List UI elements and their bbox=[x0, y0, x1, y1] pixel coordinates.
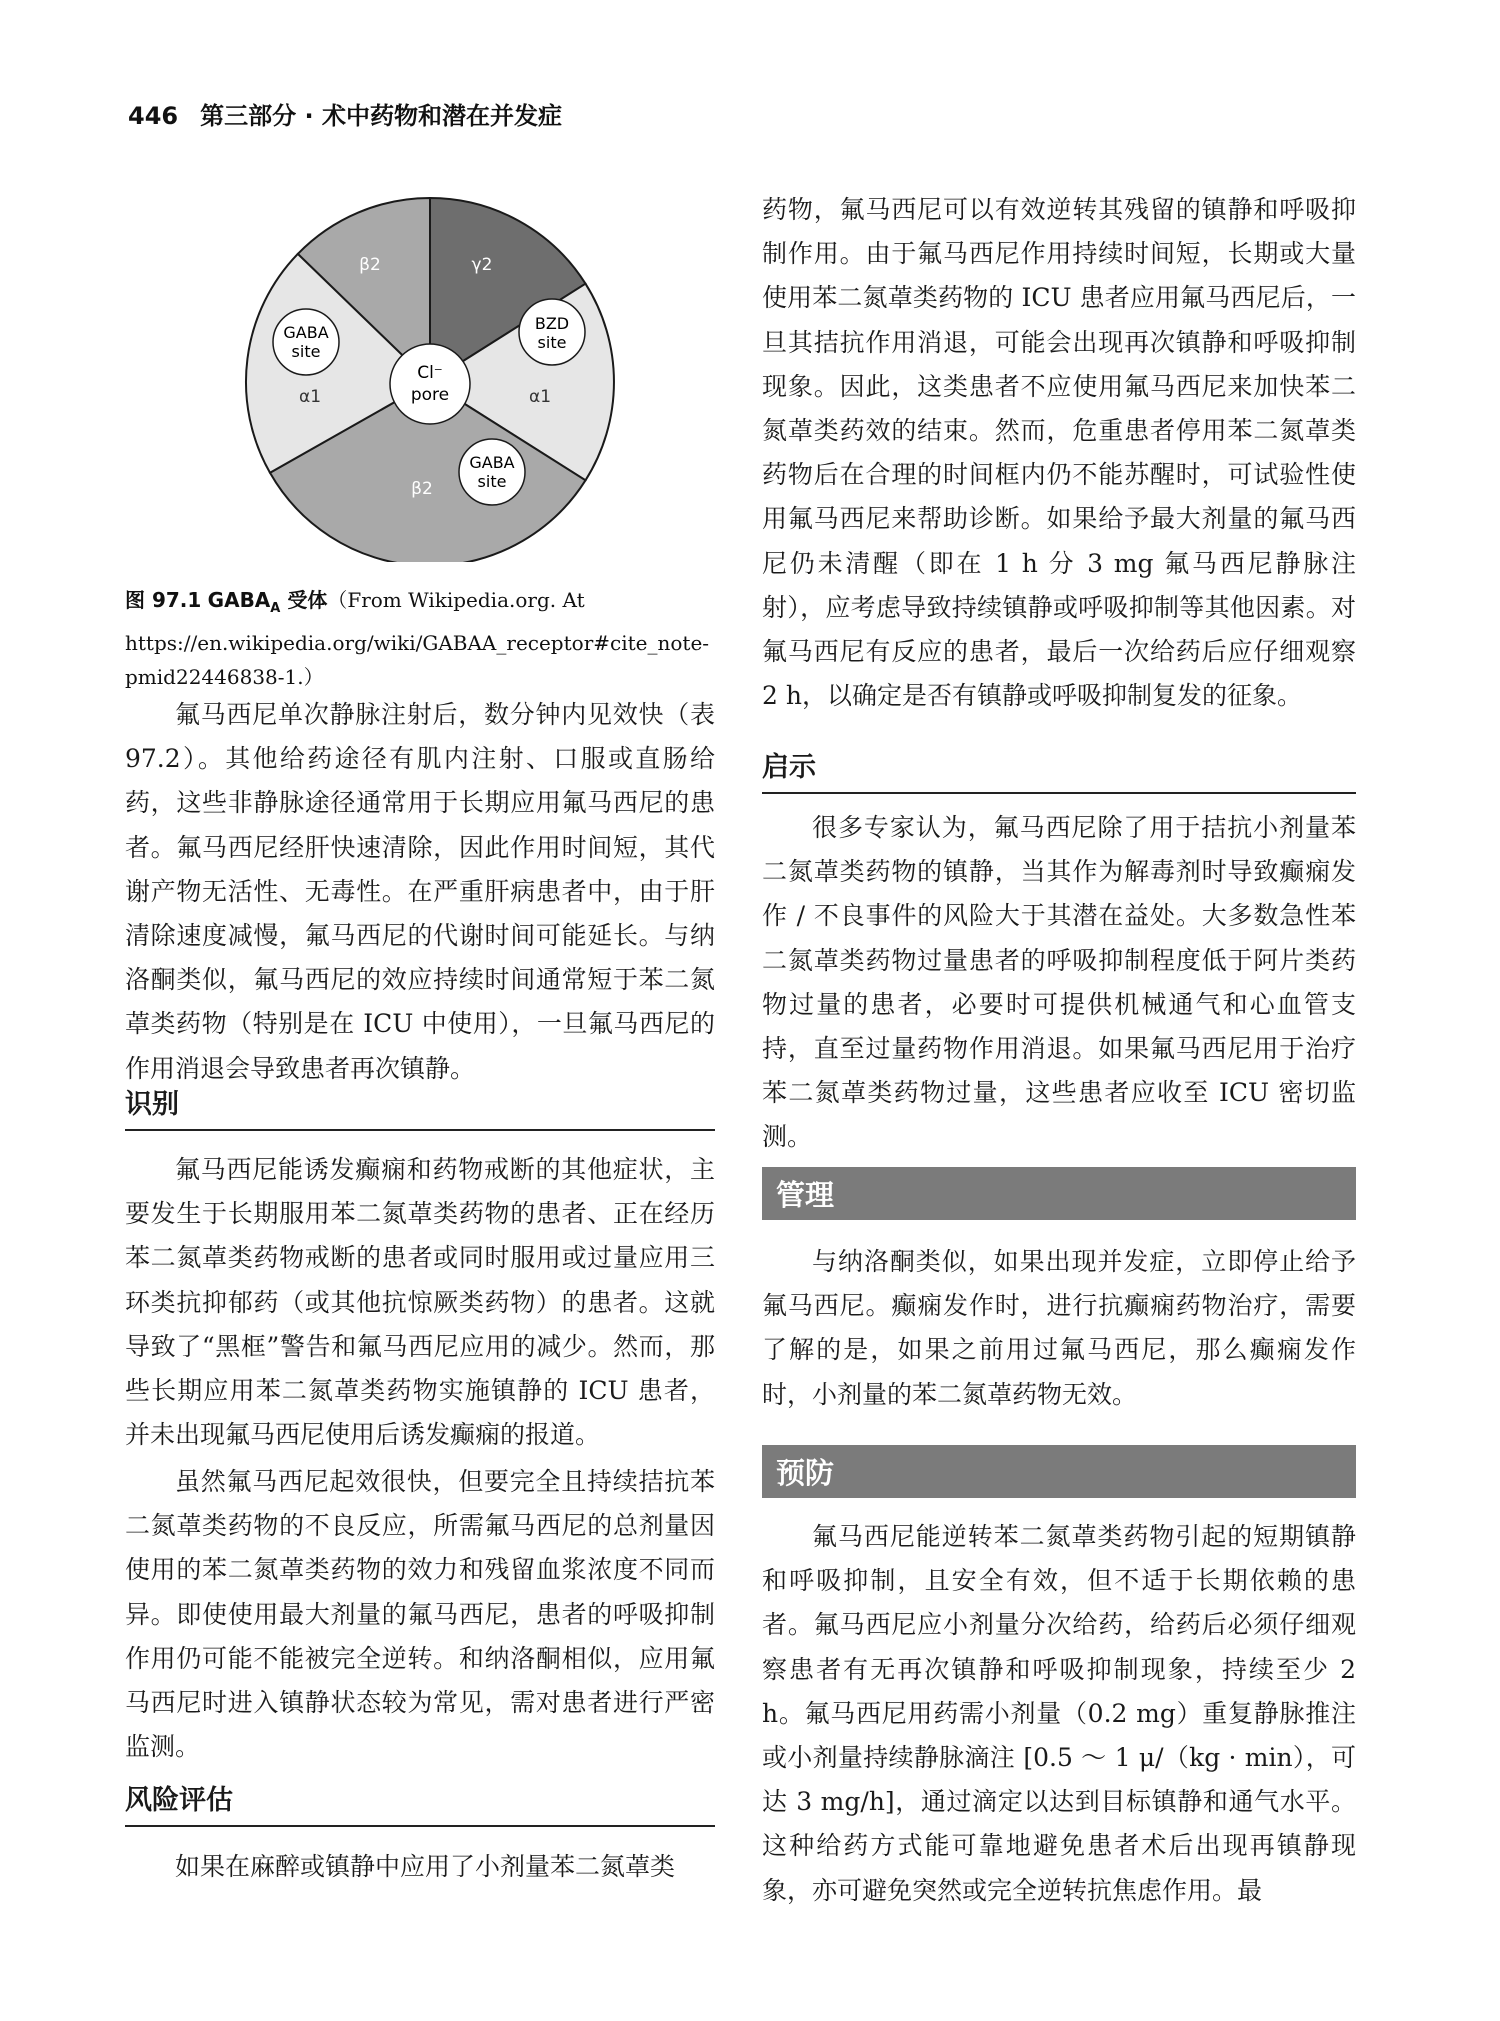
figure-title: $GABA_A$ 受体 bbox=[207, 588, 328, 616]
heading-management: 管理 bbox=[762, 1167, 1356, 1220]
label-alpha1-right: α1 bbox=[528, 387, 552, 407]
label-beta2-top: β2 bbox=[359, 255, 381, 275]
gaba-site-left-line2: site bbox=[291, 342, 321, 361]
right-paragraph-4: 氟马西尼能逆转苯二氮䓬类药物引起的短期镇静和呼吸抑制，且安全有效，但不适于长期依赖的患者。氟马西尼应小剂量分次给药，给药后必须仔细观察患者有无再次镇静和呼吸抑制现象，持续至少 2 h。氟马西尼用药需小剂量（0.2 mg）重复静脉推注或小剂量持续静脉滴注 [0.5 ～ 1 μ/（kg · min），可达 3 mg/h]，通过滴定以达到目标镇静和通气水平。这种给药方式能可靠地避免患者术后出现再镇静现象，亦可避免突然或完全逆转抗焦虑作用。最 bbox=[762, 1522, 1356, 1905]
label-gamma2: γ2 bbox=[471, 255, 493, 275]
gaba-site-bottom-line2: site bbox=[477, 472, 507, 491]
heading-risk-assessment: 风险评估 bbox=[125, 1778, 715, 1827]
left-paragraph-2: 氟马西尼能诱发癫痫和药物戒断的其他症状，主要发生于长期服用苯二氮䓬类药物的患者、正在经历苯二氮䓬类药物戒断的患者或同时服用或过量应用三环类抗抑郁药（或其他抗惊厥类药物）的患者。这就导致了“黑框”警告和氟马西尼应用的减少。然而，那些长期应用苯二氮䓬类药物实施镇静的 ICU 患者，并未出现氟马西尼使用后诱发癫痫的报道。 bbox=[125, 1155, 715, 1450]
left-paragraph-1: 氟马西尼单次静脉注射后，数分钟内见效快（表 97.2）。其他给药途径有肌内注射、口服或直肠给药，这些非静脉途径通常用于长期应用氟马西尼的患者。氟马西尼经肝快速清除，因此作用时间短，其代谢产物无活性、无毒性。在严重肝病患者中，由于肝清除速度减慢，氟马西尼的代谢时间可能延长。与纳洛酮类似，氟马西尼的效应持续时间通常短于苯二氮䓬类药物（特别是在 ICU 中使用），一旦氟马西尼的作用消退会导致患者再次镇静。 bbox=[125, 700, 715, 1083]
left-paragraph-4: 如果在麻醉或镇静中应用了小剂量苯二氮䓬类 bbox=[175, 1852, 676, 1881]
figure-caption bbox=[125, 583, 715, 694]
page-number: 446 bbox=[128, 102, 179, 130]
heading-insight: 启示 bbox=[762, 745, 1356, 794]
chloride-pore-line1: Cl⁻ bbox=[417, 363, 443, 383]
chloride-pore bbox=[390, 344, 470, 424]
bzd-site-line1: BZD bbox=[534, 314, 570, 333]
right-paragraph-3: 与纳洛酮类似，如果出现并发症，立即停止给予氟马西尼。癫痫发作时，进行抗癫痫药物治疗，需要了解的是，如果之前用过氟马西尼，那么癫痫发作时，小剂量的苯二氮䓬药物无效。 bbox=[762, 1247, 1356, 1409]
left-paragraph-3: 虽然氟马西尼起效很快，但要完全且持续拮抗苯二氮䓬类药物的不良反应，所需氟马西尼的总剂量因使用的苯二氮䓬类药物的效力和残留血浆浓度不同而异。即使使用最大剂量的氟马西尼，患者的呼吸抑制作用仍可能不能被完全逆转。和纳洛酮相似，应用氟马西尼时进入镇静状态较为常见，需对患者进行严密监测。 bbox=[125, 1467, 715, 1762]
label-beta2-bottom: β2 bbox=[411, 479, 433, 499]
figure-source: （From Wikipedia.org. At https://en.wikipedia.org/wiki/GABAA_receptor#cite_note-pmid22446838-1.） bbox=[125, 588, 710, 689]
heading-identify: 识别 bbox=[125, 1082, 715, 1131]
label-alpha1-left: α1 bbox=[298, 387, 322, 407]
gaba-site-bottom-line1: GABA bbox=[469, 453, 515, 472]
running-header bbox=[128, 96, 562, 131]
figure-label: 图 97.1 bbox=[125, 588, 202, 612]
header-separator: · bbox=[304, 102, 314, 130]
right-paragraph-1: 药物，氟马西尼可以有效逆转其残留的镇静和呼吸抑制作用。由于氟马西尼作用持续时间短，长期或大量使用苯二氮䓬类药物的 ICU 患者应用氟马西尼后，一旦其拮抗作用消退，可能会出现再次镇静和呼吸抑制现象。因此，这类患者不应使用氟马西尼来加快苯二氮䓬类药效的结束。然而，危重患者停用苯二氮䓬类药物后在合理的时间框内仍不能苏醒时，可试验性使用氟马西尼来帮助诊断。如果给予最大剂量的氟马西尼仍未清醒（即在 1 h 分 3 mg 氟马西尼静脉注射），应考虑导致持续镇静或呼吸抑制等其他因素。对氟马西尼有反应的患者，最后一次给药后应仔细观察 2 h，以确定是否有镇静或呼吸抑制复发的征象。 bbox=[762, 195, 1356, 711]
gaba-site-left-line1: GABA bbox=[283, 323, 329, 342]
section-title: 术中药物和潜在并发症 bbox=[321, 102, 562, 130]
bzd-site-line2: site bbox=[537, 333, 567, 352]
right-paragraph-2: 很多专家认为，氟马西尼除了用于拮抗小剂量苯二氮䓬类药物的镇静，当其作为解毒剂时导致癫痫发作 / 不良事件的风险大于其潜在益处。大多数急性苯二氮䓬类药物过量患者的呼吸抑制程度低于阿片类药物过量的患者，必要时可提供机械通气和心血管支持，直至过量药物作用消退。如果氟马西尼用于治疗苯二氮䓬类药物过量，这些患者应收至 ICU 密切监测。 bbox=[762, 813, 1356, 1152]
part-label: 第三部分 bbox=[200, 102, 297, 130]
heading-prevention: 预防 bbox=[762, 1445, 1356, 1498]
gaba-receptor-diagram bbox=[240, 192, 620, 562]
chloride-pore-line2: pore bbox=[410, 385, 450, 405]
